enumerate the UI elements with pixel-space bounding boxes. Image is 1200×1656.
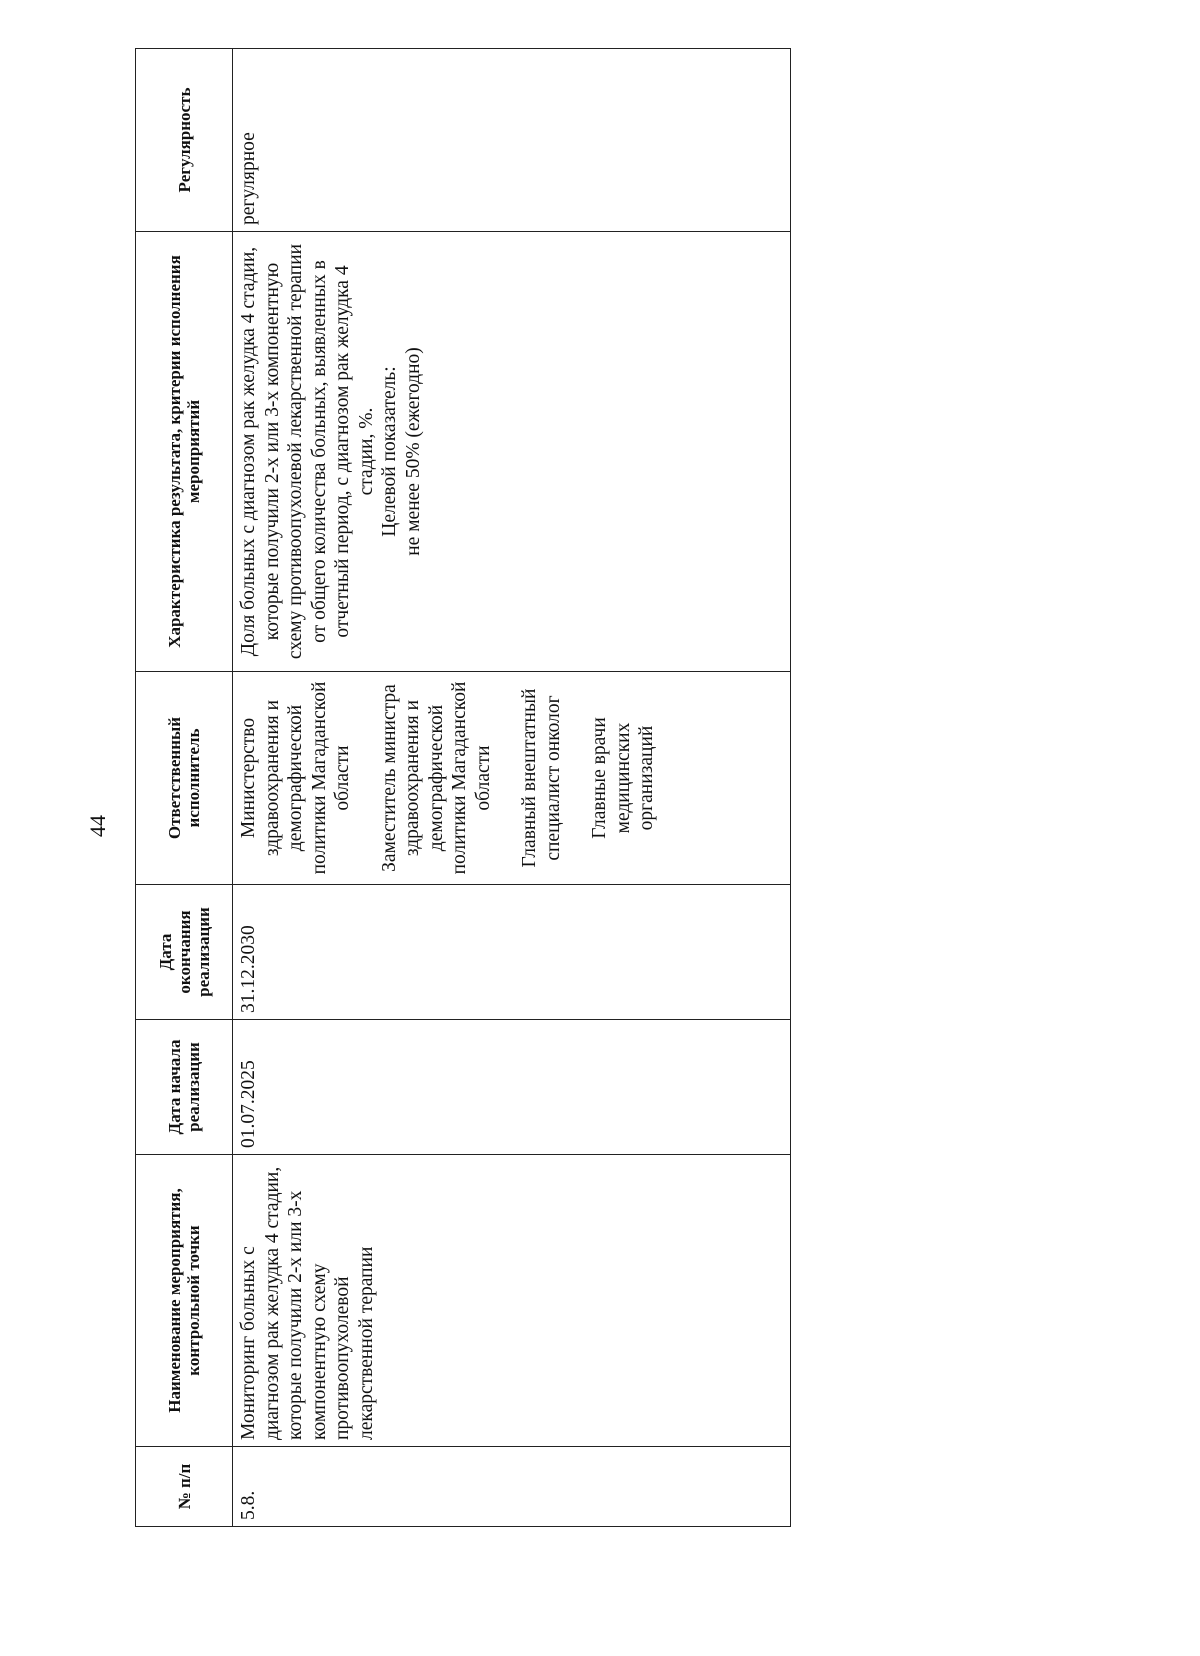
characteristic-text: Доля больных с диагнозом рак желудка 4 стадии, которые получили 2-х или 3-х компонентную схему противоопухолевой лекарственной терапии от общего количества больных, выявленных в отчетный период, с диагнозом рак желудка 4 стадии, %. — [238, 243, 377, 660]
row-regularity: регулярное — [233, 49, 791, 232]
header-regularity: Регулярность — [136, 49, 233, 232]
header-responsible: Ответственный исполнитель — [136, 672, 233, 885]
row-end-date: 31.12.2030 — [233, 885, 791, 1020]
row-num: 5.8. — [233, 1447, 791, 1527]
responsible-deputy-minister: Заместитель министра здравоохранения и демографической политики Магаданской области — [378, 681, 494, 875]
responsible-chief-oncologist: Главный внештатный специалист онколог — [519, 688, 564, 868]
page-number: 44 — [85, 815, 110, 837]
header-row — [136, 49, 233, 1527]
table-row — [233, 49, 791, 1527]
rotated-table-container — [135, 49, 791, 1527]
header-characteristic: Характеристика результата, критерии исполнения мероприятий — [136, 232, 233, 672]
responsible-ministry: Министерство здравоохранения и демографической политики Магаданской области — [238, 681, 353, 875]
target-value: не менее 50% (ежегодно) — [402, 347, 424, 556]
header-end-date: Дата окончания реализации — [136, 885, 233, 1020]
header-start-date: Дата начала реализации — [136, 1020, 233, 1155]
row-responsible — [233, 672, 791, 885]
row-characteristic — [233, 232, 791, 672]
row-start-date: 01.07.2025 — [233, 1020, 791, 1155]
header-name: Наименование мероприятия, контрольной точки — [136, 1155, 233, 1447]
responsible-chief-doctors: Главные врачи медицинских организаций — [589, 717, 657, 839]
header-num: № п/п — [136, 1447, 233, 1527]
target-label: Целевой показатель: — [379, 366, 400, 537]
measures-table — [135, 48, 791, 1527]
row-name: Мониторинг больных с диагнозом рак желудка 4 стадии, которые получили 2-х или 3-х компонентную схему противоопухолевой лекарственной терапии — [233, 1155, 791, 1447]
